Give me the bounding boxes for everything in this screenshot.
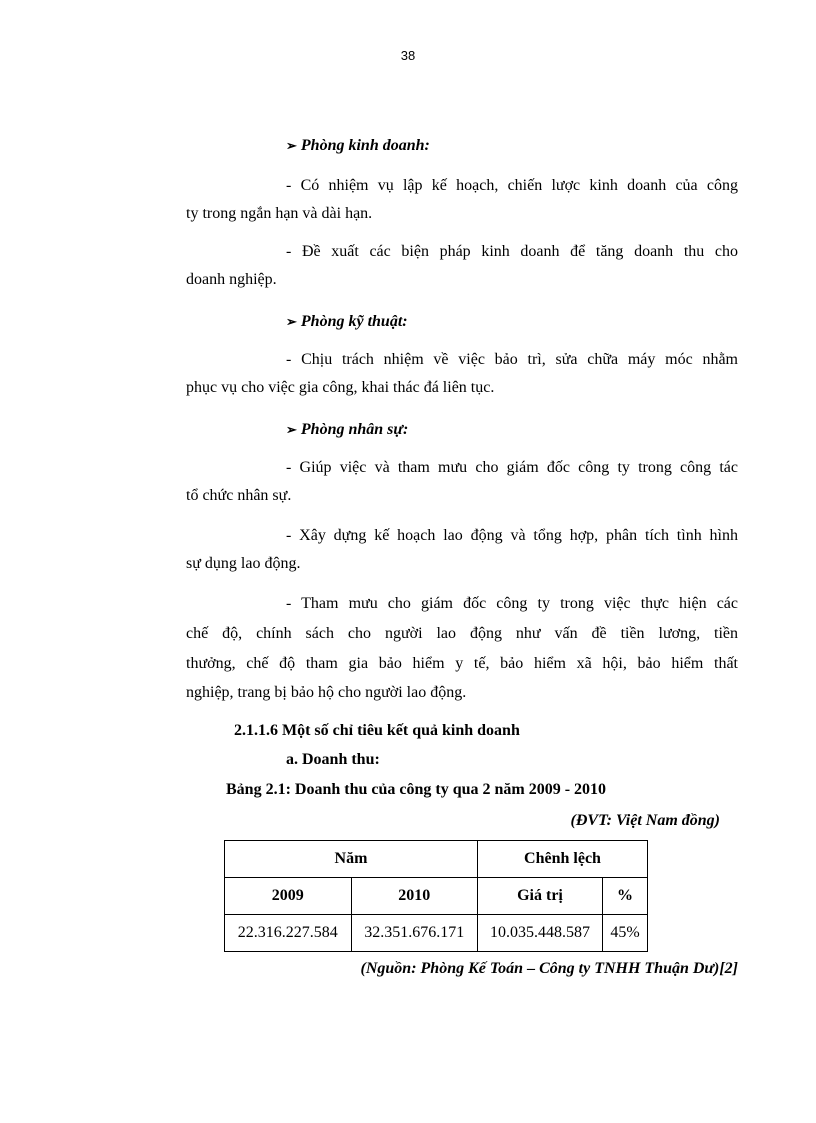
col-gia-tri: Giá trị (478, 878, 603, 915)
paragraph-line: ty trong ngắn hạn và dài hạn. (186, 205, 373, 222)
table-header-row (225, 841, 648, 878)
col-2010: 2010 (351, 878, 478, 915)
col-2009: 2009 (225, 878, 352, 915)
table-row (225, 915, 648, 952)
paragraph-line: thưởng, chế độ tham gia bảo hiểm y tế, bảo hiểm xã hội, bảo hiểm thất (186, 655, 738, 672)
revenue-table (224, 840, 648, 952)
unit-note: (ĐVT: Việt Nam đồng) (570, 812, 720, 829)
subheading-doanh-thu: a. Doanh thu: (286, 751, 380, 768)
page-number: 38 (400, 48, 416, 63)
cell-percent: 45% (603, 915, 648, 952)
paragraph-line: phục vụ cho việc gia công, khai thác đá liên tục. (186, 379, 495, 396)
section-heading-nhan-su (286, 420, 408, 440)
col-percent: % (603, 878, 648, 915)
header-nam: Năm (225, 841, 478, 878)
cell-2010: 32.351.676.171 (351, 915, 478, 952)
section-heading-ky-thuat (286, 312, 408, 332)
table-header-row (225, 878, 648, 915)
paragraph-line: chế độ, chính sách cho người lao động như vấn đề tiền lương, tiền (186, 625, 738, 642)
source-note: (Nguồn: Phòng Kế Toán – Công ty TNHH Thuận Dư)[2] (360, 960, 738, 977)
subsection-title: 2.1.1.6 Một số chỉ tiêu kết quả kinh doanh (234, 722, 520, 739)
paragraph-line: - Có nhiệm vụ lập kế hoạch, chiến lược kinh doanh của công (286, 177, 738, 194)
section-heading-text: Phòng nhân sự: (300, 421, 409, 438)
paragraph-line: - Giúp việc và tham mưu cho giám đốc công ty trong công tác (286, 459, 738, 476)
section-heading-kinh-doanh (286, 136, 430, 156)
section-heading-text: Phòng kinh doanh: (300, 137, 430, 154)
paragraph-line: doanh nghiệp. (186, 271, 277, 288)
cell-2009: 22.316.227.584 (225, 915, 352, 952)
paragraph-line: - Chịu trách nhiệm về việc bảo trì, sửa chữa máy móc nhằm (286, 351, 738, 368)
arrow-bullet-icon: ➢ (286, 138, 297, 153)
paragraph-line: nghiệp, trang bị bảo hộ cho người lao động. (186, 684, 467, 701)
arrow-bullet-icon: ➢ (286, 314, 297, 329)
paragraph-line: - Tham mưu cho giám đốc công ty trong việc thực hiện các (286, 595, 738, 612)
table-caption: Bảng 2.1: Doanh thu của công ty qua 2 năm 2009 - 2010 (226, 781, 607, 798)
arrow-bullet-icon: ➢ (286, 422, 297, 437)
paragraph-line: - Đề xuất các biện pháp kinh doanh để tăng doanh thu cho (286, 243, 738, 260)
paragraph-line: tổ chức nhân sự. (186, 487, 292, 504)
header-chenh-lech: Chênh lệch (478, 841, 648, 878)
cell-gia-tri: 10.035.448.587 (478, 915, 603, 952)
paragraph-line: sự dụng lao động. (186, 555, 301, 572)
paragraph-line: - Xây dựng kế hoạch lao động và tổng hợp, phân tích tình hình (286, 527, 738, 544)
section-heading-text: Phòng kỹ thuật: (300, 313, 408, 330)
